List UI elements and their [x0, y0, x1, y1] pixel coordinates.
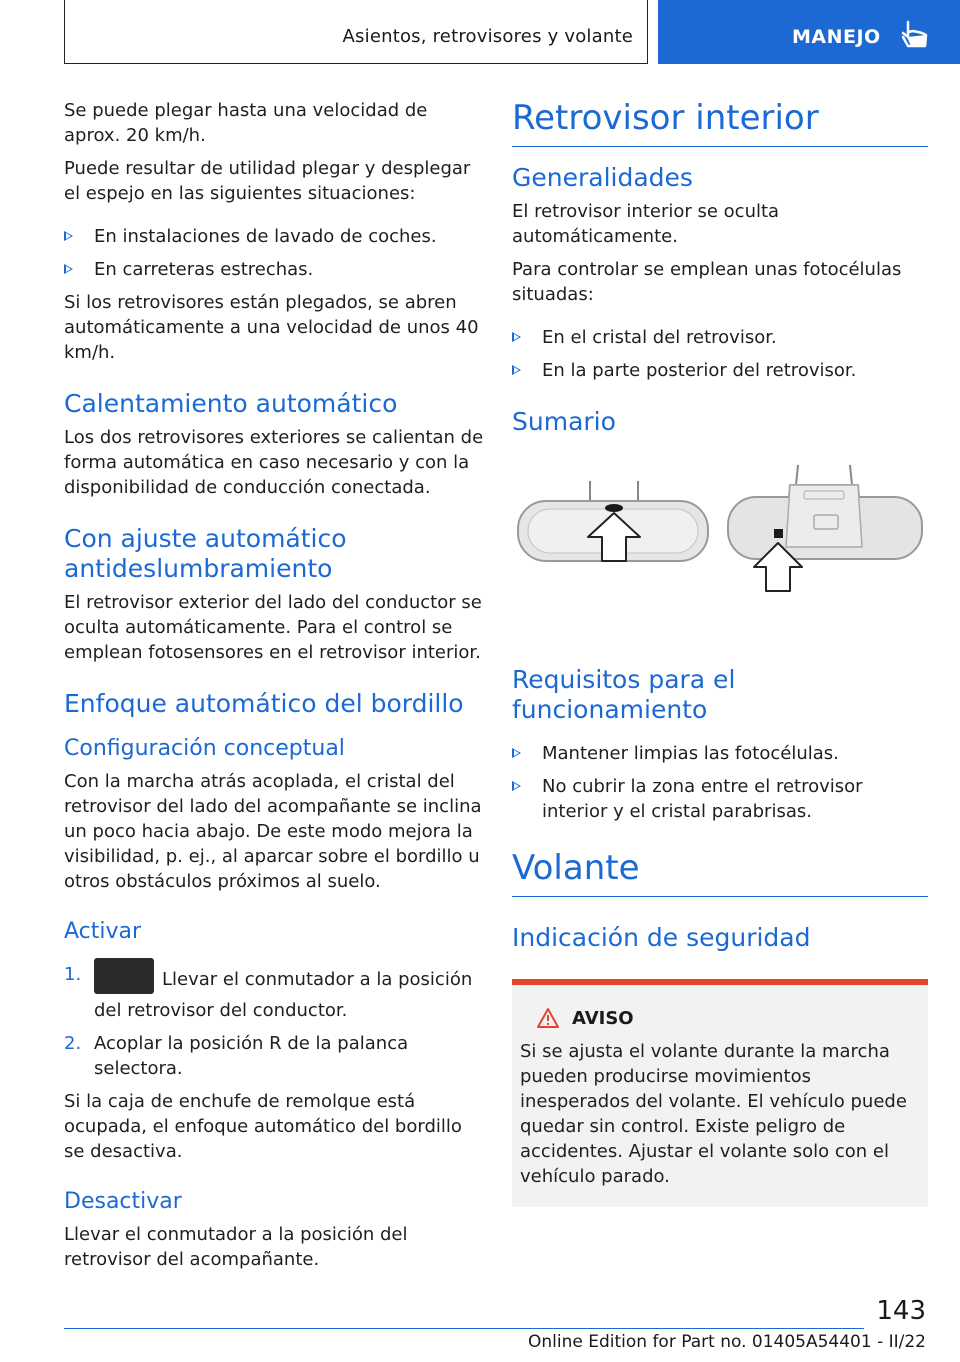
steering-hand-icon	[898, 20, 932, 50]
warning-box	[512, 979, 928, 1207]
rearview-mirror-illustration	[512, 463, 928, 633]
heading-configuracion: Configuración conceptual	[64, 736, 345, 761]
step-number: 1.	[64, 964, 82, 985]
page-number: 143	[876, 1296, 926, 1326]
section-title: Asientos, retrovisores y volante	[342, 26, 633, 47]
paragraph: Llevar el conmutador a la posición del retrovisor del acompañante.	[64, 1224, 408, 1270]
warning-label: AVISO	[572, 1007, 634, 1029]
paragraph: El retrovisor exterior del lado del conductor se oculta automáticamente. Para el control se emplean fotosensores en el retrovisor interior.	[64, 592, 482, 663]
list-item: En carreteras estrechas.	[64, 257, 484, 282]
header-frame	[64, 0, 648, 64]
triangle-bullet-icon	[512, 365, 521, 375]
step-item: 2. Acoplar la posición R de la palanca selectora.	[64, 1033, 409, 1079]
triangle-bullet-icon	[512, 748, 521, 758]
heading-requisitos: Requisitos para el funcionamiento	[512, 665, 736, 724]
paragraph: Con la marcha atrás acoplada, el cristal del retrovisor del lado del acompañante se inclina un poco hacia abajo. De este modo mejora la visibilidad, p. ej., al aparcar sobre el bordillo u otros obstáculos próximos al suelo.	[64, 771, 482, 892]
triangle-bullet-icon	[64, 231, 73, 241]
heading-ajuste: Con ajuste automático antideslumbramiento	[64, 524, 347, 583]
heading-generalidades: Generalidades	[512, 163, 693, 192]
right-column	[512, 98, 928, 1207]
mirror-switch-icon	[94, 958, 154, 994]
list-item: En el cristal del retrovisor.	[512, 325, 928, 350]
paragraph: Los dos retrovisores exteriores se calientan de forma automática en caso necesario y con la disponibilidad de conducción conectada.	[64, 427, 484, 498]
chapter-tab[interactable]	[658, 0, 960, 64]
triangle-bullet-icon	[512, 332, 521, 342]
heading-retrovisor-interior: Retrovisor interior	[512, 98, 928, 147]
heading-enfoque: Enfoque automático del bordillo	[64, 689, 464, 718]
paragraph: Para controlar se emplean unas fotocélulas situadas:	[512, 259, 902, 305]
warning-triangle-icon	[536, 1007, 560, 1029]
heading-calentamiento: Calentamiento automático	[64, 389, 398, 418]
footer-divider	[64, 1328, 864, 1329]
heading-activar: Activar	[64, 919, 142, 944]
heading-volante: Volante	[512, 848, 928, 897]
paragraph: Si los retrovisores están plegados, se abren automáticamente a una velocidad de unos 40 km/h.	[64, 292, 479, 363]
paragraph: El retrovisor interior se oculta automáticamente.	[512, 201, 780, 247]
chapter-tab-label: MANEJO	[792, 26, 881, 48]
heading-seguridad: Indicación de seguridad	[512, 923, 811, 952]
list-item: En la parte posterior del retrovisor.	[512, 358, 928, 383]
heading-desactivar: Desactivar	[64, 1189, 182, 1214]
edition-note: Online Edition for Part no. 01405A54401 - II/22	[527, 1332, 926, 1352]
paragraph: Se puede plegar hasta una velocidad de aprox. 20 km/h.	[64, 100, 428, 146]
paragraph: Si la caja de enchufe de remolque está ocupada, el enfoque automático del bordillo se desactiva.	[64, 1091, 462, 1162]
heading-sumario: Sumario	[512, 407, 616, 436]
paragraph: Puede resultar de utilidad plegar y desplegar el espejo en las siguientes situaciones:	[64, 158, 471, 204]
triangle-bullet-icon	[512, 781, 521, 791]
step-number: 2.	[64, 1033, 82, 1054]
list-item: En instalaciones de lavado de coches.	[64, 224, 484, 249]
step-item: 1. Llevar el conmutador a la posición del retrovisor del conductor.	[64, 962, 484, 1023]
list-item: No cubrir la zona entre el retrovisor interior y el cristal parabrisas.	[512, 774, 928, 824]
list-item: Mantener limpias las fotocélulas.	[512, 741, 928, 766]
left-column	[64, 98, 484, 1280]
warning-text: Si se ajusta el volante durante la marcha pueden producirse movimientos inesperados del volante. El vehículo puede quedar sin control. Existe peligro de accidentes. Ajustar el volante solo con el vehículo parado.	[520, 1041, 907, 1187]
triangle-bullet-icon	[64, 264, 73, 274]
